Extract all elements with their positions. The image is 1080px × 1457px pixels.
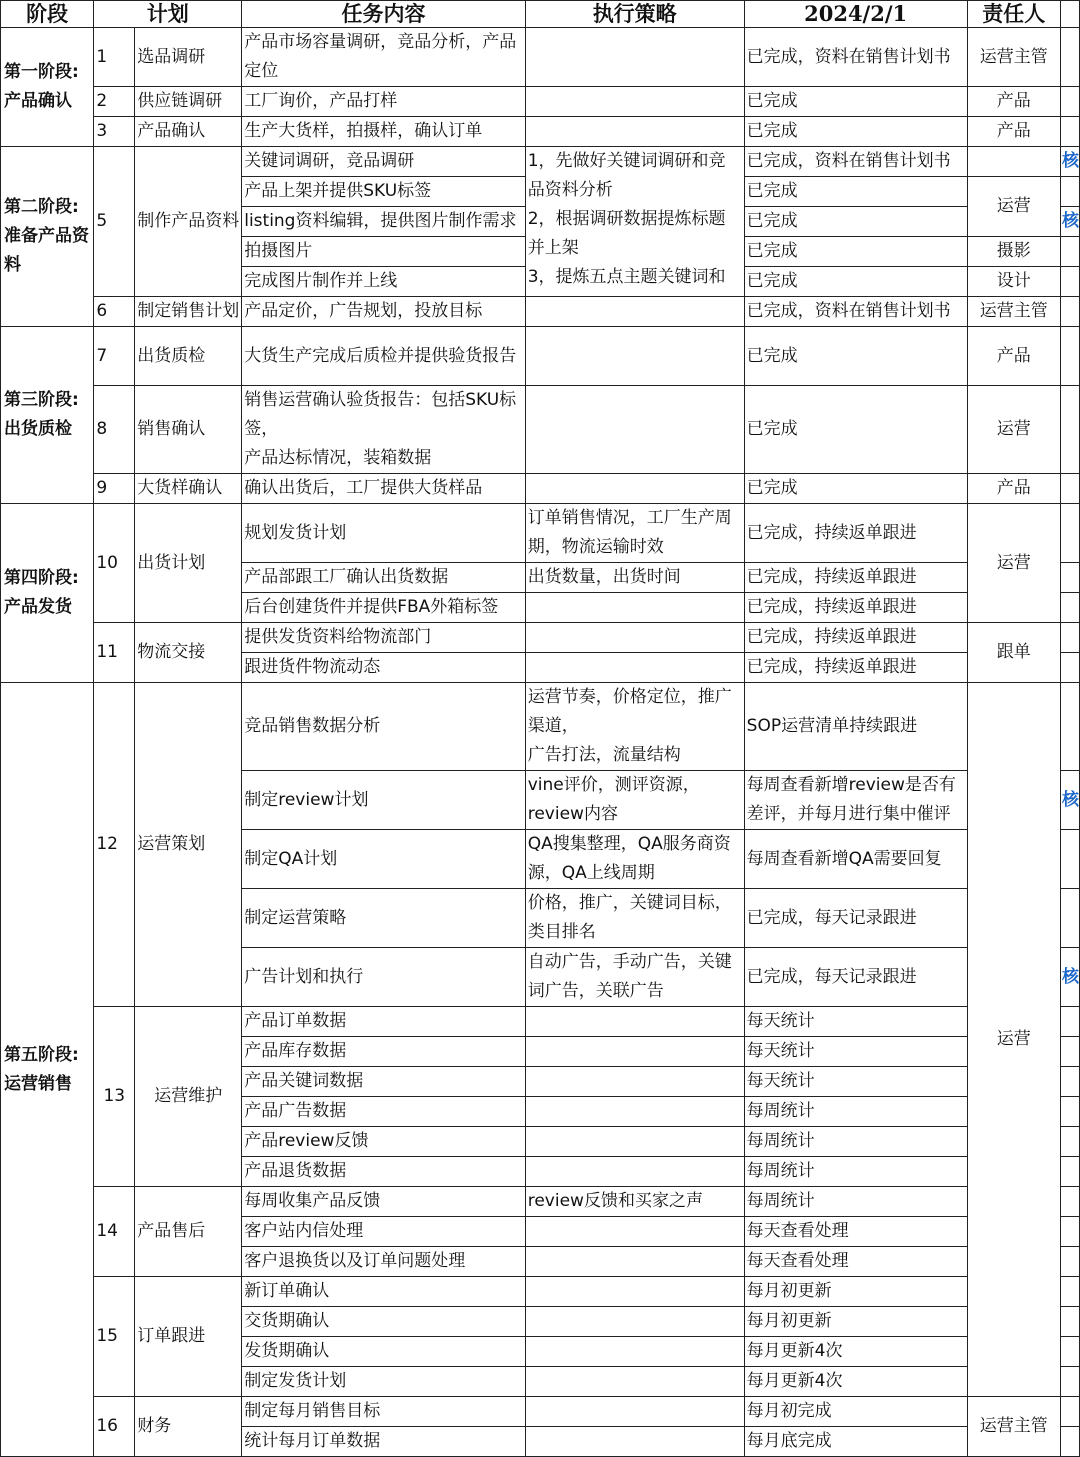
status-cell[interactable]: 已完成 xyxy=(744,177,967,207)
extra-cell[interactable] xyxy=(1060,1397,1079,1427)
plan-no-cell[interactable]: 15 xyxy=(94,1277,135,1397)
extra-cell[interactable]: 核 xyxy=(1060,771,1079,830)
task-cell[interactable]: 提供发货资料给物流部门 xyxy=(242,623,526,653)
status-cell[interactable]: 已完成，持续返单跟进 xyxy=(744,504,967,563)
extra-cell[interactable]: 核 xyxy=(1060,948,1079,1007)
plan-cell[interactable]: 订单跟进 xyxy=(135,1277,242,1397)
plan-no-cell[interactable]: 14 xyxy=(94,1187,135,1277)
stage-label-line: 产品发货 xyxy=(4,597,72,617)
owner-cell[interactable]: 运营主管 xyxy=(967,1397,1060,1457)
strategy-cell[interactable]: QA搜集整理，QA服务商资源，QA上线周期 xyxy=(525,830,744,889)
plan-no-cell[interactable]: 8 xyxy=(94,386,135,474)
task-cell[interactable]: listing资料编辑，提供图片制作需求 xyxy=(242,207,526,237)
extra-cell[interactable] xyxy=(1060,1157,1079,1187)
owner-cell[interactable]: 摄影 xyxy=(967,237,1060,267)
task-cell[interactable]: 制定每月销售目标 xyxy=(242,1397,526,1427)
owner-cell[interactable]: 跟单 xyxy=(967,623,1060,683)
extra-cell[interactable] xyxy=(1060,1097,1079,1127)
plan-cell[interactable]: 制定销售计划 xyxy=(135,297,242,327)
stage-label-line: 第四阶段: xyxy=(4,568,79,588)
plan-no-cell[interactable]: 9 xyxy=(94,474,135,504)
status-cell[interactable]: 每月初更新 xyxy=(744,1307,967,1337)
owner-cell[interactable]: 运营 xyxy=(967,177,1060,237)
task-cell[interactable]: 客户退换货以及订单问题处理 xyxy=(242,1247,526,1277)
plan-no-cell[interactable]: 3 xyxy=(94,117,135,147)
header-owner[interactable]: 责任人 xyxy=(967,1,1060,28)
extra-cell[interactable] xyxy=(1060,1067,1079,1097)
header-extra[interactable] xyxy=(1060,1,1079,28)
owner-cell[interactable]: 产品 xyxy=(967,327,1060,386)
status-cell[interactable]: 已完成，持续返单跟进 xyxy=(744,653,967,683)
stage-cell[interactable] xyxy=(1,327,94,504)
task-cell[interactable]: 新订单确认 xyxy=(242,1277,526,1307)
extra-cell[interactable]: 核 xyxy=(1060,207,1079,237)
stage-label-line: 产品确认 xyxy=(4,91,72,111)
task-cell[interactable]: 广告计划和执行 xyxy=(242,948,526,1007)
extra-cell[interactable] xyxy=(1060,297,1079,327)
status-cell[interactable]: 已完成，每天记录跟进 xyxy=(744,948,967,1007)
extra-cell[interactable] xyxy=(1060,177,1079,207)
strategy-cell[interactable] xyxy=(525,1097,744,1127)
owner-cell[interactable]: 运营 xyxy=(967,683,1060,1397)
plan-no-cell[interactable]: 1 xyxy=(94,28,135,87)
table-row xyxy=(1,28,1080,87)
status-cell[interactable]: 已完成，持续返单跟进 xyxy=(744,623,967,653)
plan-no-cell[interactable]: 12 xyxy=(94,683,135,1007)
status-cell[interactable]: 每周查看新增QA需要回复 xyxy=(744,830,967,889)
strategy-cell[interactable] xyxy=(525,1007,744,1037)
owner-cell[interactable]: 产品 xyxy=(967,87,1060,117)
task-cell[interactable]: 产品review反馈 xyxy=(242,1127,526,1157)
strategy-cell[interactable] xyxy=(525,1037,744,1067)
plan-no-cell[interactable]: 2 xyxy=(94,87,135,117)
task-cell[interactable]: 产品关键词数据 xyxy=(242,1067,526,1097)
plan-cell[interactable]: 出货质检 xyxy=(135,327,242,386)
plan-no-cell[interactable]: 11 xyxy=(94,623,135,683)
extra-cell[interactable] xyxy=(1060,28,1079,87)
task-cell[interactable]: 拍摄图片 xyxy=(242,237,526,267)
status-cell[interactable]: 每周统计 xyxy=(744,1097,967,1127)
table-row xyxy=(1,623,1080,653)
strategy-cell[interactable] xyxy=(525,117,744,147)
table-row xyxy=(1,1397,1080,1427)
task-cell[interactable]: 制定发货计划 xyxy=(242,1367,526,1397)
extra-cell[interactable] xyxy=(1060,1187,1079,1217)
table-body xyxy=(1,28,1080,1457)
extra-cell[interactable] xyxy=(1060,1247,1079,1277)
status-cell[interactable]: 已完成 xyxy=(744,117,967,147)
extra-cell[interactable] xyxy=(1060,1427,1079,1457)
task-cell[interactable]: 产品订单数据 xyxy=(242,1007,526,1037)
strategy-cell[interactable]: 自动广告，手动广告，关键词广告，关联广告 xyxy=(525,948,744,1007)
status-cell[interactable]: 已完成 xyxy=(744,474,967,504)
plan-cell[interactable]: 大货样确认 xyxy=(135,474,242,504)
strategy-cell[interactable] xyxy=(525,653,744,683)
table-row xyxy=(1,1187,1080,1217)
task-cell[interactable]: 发货期确认 xyxy=(242,1337,526,1367)
status-cell[interactable]: 每周统计 xyxy=(744,1187,967,1217)
status-cell[interactable]: 已完成，持续返单跟进 xyxy=(744,593,967,623)
task-cell[interactable]: 统计每月订单数据 xyxy=(242,1427,526,1457)
table-row xyxy=(1,1007,1080,1037)
strategy-cell[interactable] xyxy=(525,297,744,327)
status-cell[interactable]: 已完成 xyxy=(744,327,967,386)
stage-label-line: 准备产品资料 xyxy=(4,226,89,275)
extra-cell[interactable] xyxy=(1060,474,1079,504)
strategy-cell[interactable] xyxy=(525,386,744,474)
stage-label-line: 第五阶段: xyxy=(4,1044,79,1065)
table-row xyxy=(1,1277,1080,1307)
extra-cell[interactable] xyxy=(1060,237,1079,267)
plan-no-cell[interactable]: 6 xyxy=(94,297,135,327)
strategy-cell[interactable] xyxy=(525,1217,744,1247)
task-cell[interactable]: 确认出货后，工厂提供大货样品 xyxy=(242,474,526,504)
status-cell[interactable]: 每天查看处理 xyxy=(744,1247,967,1277)
table-row xyxy=(1,87,1080,117)
stage-label-line: 第三阶段: xyxy=(4,390,79,410)
plan-cell[interactable]: 运营策划 xyxy=(135,683,242,1007)
status-cell[interactable]: 每周统计 xyxy=(744,1157,967,1187)
stage-cell[interactable] xyxy=(1,504,94,683)
status-cell[interactable]: 每月初更新 xyxy=(744,1277,967,1307)
stage-cell[interactable] xyxy=(1,147,94,327)
status-cell[interactable]: 已完成，每天记录跟进 xyxy=(744,889,967,948)
strategy-cell[interactable] xyxy=(525,87,744,117)
task-cell[interactable]: 后台创建货件并提供FBA外箱标签 xyxy=(242,593,526,623)
task-cell[interactable]: 客户站内信处理 xyxy=(242,1217,526,1247)
owner-cell[interactable]: 运营主管 xyxy=(967,297,1060,327)
task-cell[interactable]: 产品广告数据 xyxy=(242,1097,526,1127)
task-cell[interactable]: 制定QA计划 xyxy=(242,830,526,889)
status-cell[interactable]: 每周查看新增review是否有差评，并每月进行集中催评 xyxy=(744,771,967,830)
owner-cell[interactable] xyxy=(967,147,1060,177)
strategy-cell[interactable] xyxy=(525,1247,744,1277)
strategy-cell[interactable] xyxy=(525,1397,744,1427)
status-cell[interactable]: 已完成 xyxy=(744,207,967,237)
status-cell[interactable]: 每周统计 xyxy=(744,1127,967,1157)
task-cell[interactable]: 产品定价，广告规划，投放目标 xyxy=(242,297,526,327)
stage-label-line: 第二阶段: xyxy=(4,197,79,217)
strategy-cell[interactable] xyxy=(525,1427,744,1457)
extra-cell[interactable] xyxy=(1060,563,1079,593)
extra-cell[interactable] xyxy=(1060,1307,1079,1337)
strategy-cell[interactable] xyxy=(525,327,744,386)
header-stage[interactable]: 阶段 xyxy=(1,1,94,28)
header-plan[interactable]: 计划 xyxy=(94,1,242,28)
status-cell[interactable]: 每天统计 xyxy=(744,1007,967,1037)
status-cell[interactable]: 每月底完成 xyxy=(744,1427,967,1457)
strategy-cell[interactable]: 订单销售情况，工厂生产周期，物流运输时效 xyxy=(525,504,744,563)
stage-label-line: 第一阶段: xyxy=(4,62,79,82)
owner-cell[interactable]: 运营主管 xyxy=(967,28,1060,87)
table-row xyxy=(1,297,1080,327)
status-cell[interactable]: 已完成 xyxy=(744,237,967,267)
plan-cell[interactable]: 销售确认 xyxy=(135,386,242,474)
task-cell[interactable]: 规划发货计划 xyxy=(242,504,526,563)
task-cell[interactable]: 制定运营策略 xyxy=(242,889,526,948)
extra-cell[interactable] xyxy=(1060,386,1079,474)
extra-cell[interactable] xyxy=(1060,327,1079,386)
table-row xyxy=(1,327,1080,386)
plan-cell[interactable]: 产品售后 xyxy=(135,1187,242,1277)
owner-cell[interactable]: 设计 xyxy=(967,267,1060,297)
extra-cell[interactable] xyxy=(1060,593,1079,623)
status-cell[interactable]: 每月更新4次 xyxy=(744,1337,967,1367)
header-date[interactable]: 2024/2/1 xyxy=(744,1,967,28)
strategy-cell[interactable] xyxy=(525,28,744,87)
status-cell[interactable]: 已完成，资料在销售计划书 xyxy=(744,147,967,177)
plan-cell[interactable]: 运营维护 xyxy=(135,1007,242,1187)
extra-cell[interactable] xyxy=(1060,889,1079,948)
task-cell[interactable]: 产品库存数据 xyxy=(242,1037,526,1067)
task-cell[interactable]: 产品部跟工厂确认出货数据 xyxy=(242,563,526,593)
extra-cell[interactable]: 核 xyxy=(1060,147,1079,177)
extra-cell[interactable] xyxy=(1060,1127,1079,1157)
strategy-cell[interactable] xyxy=(525,1067,744,1097)
strategy-cell[interactable] xyxy=(525,593,744,623)
table-row xyxy=(1,474,1080,504)
extra-cell[interactable] xyxy=(1060,830,1079,889)
table-row xyxy=(1,386,1080,474)
status-cell[interactable]: 已完成，资料在销售计划书 xyxy=(744,28,967,87)
status-cell[interactable]: 每天统计 xyxy=(744,1037,967,1067)
task-cell[interactable]: 生产大货样，拍摄样，确认订单 xyxy=(242,117,526,147)
extra-cell[interactable] xyxy=(1060,1007,1079,1037)
task-cell[interactable]: 产品退货数据 xyxy=(242,1157,526,1187)
table-row xyxy=(1,504,1080,563)
plan-cell[interactable]: 出货计划 xyxy=(135,504,242,623)
owner-cell[interactable]: 产品 xyxy=(967,474,1060,504)
task-cell[interactable]: 每周收集产品反馈 xyxy=(242,1187,526,1217)
extra-cell[interactable] xyxy=(1060,117,1079,147)
table-row xyxy=(1,683,1080,771)
stage-cell[interactable] xyxy=(1,28,94,147)
plan-no-cell[interactable]: 10 xyxy=(94,504,135,623)
status-cell[interactable]: 已完成 xyxy=(744,386,967,474)
plan-cell[interactable]: 制作产品资料 xyxy=(135,147,242,297)
extra-cell[interactable] xyxy=(1060,653,1079,683)
strategy-cell[interactable] xyxy=(525,474,744,504)
status-cell[interactable]: 已完成，持续返单跟进 xyxy=(744,563,967,593)
status-cell[interactable]: 每月更新4次 xyxy=(744,1367,967,1397)
task-cell[interactable]: 关键词调研，竞品调研 xyxy=(242,147,526,177)
extra-cell[interactable] xyxy=(1060,87,1079,117)
extra-cell[interactable] xyxy=(1060,267,1079,297)
strategy-cell[interactable] xyxy=(525,623,744,653)
extra-cell[interactable] xyxy=(1060,1037,1079,1067)
task-cell[interactable]: 制定review计划 xyxy=(242,771,526,830)
table-row xyxy=(1,117,1080,147)
extra-cell[interactable] xyxy=(1060,1367,1079,1397)
owner-cell[interactable]: 运营 xyxy=(967,504,1060,623)
status-cell[interactable]: 已完成，资料在销售计划书 xyxy=(744,297,967,327)
plan-cell[interactable]: 物流交接 xyxy=(135,623,242,683)
plan-no-cell[interactable]: 5 xyxy=(94,147,135,297)
header-task[interactable]: 任务内容 xyxy=(242,1,526,28)
task-cell[interactable]: 销售运营确认验货报告：包括SKU标签， 产品达标情况，装箱数据 xyxy=(242,386,526,474)
strategy-cell[interactable]: 出货数量，出货时间 xyxy=(525,563,744,593)
status-cell[interactable]: 已完成 xyxy=(744,87,967,117)
plan-cell[interactable]: 产品确认 xyxy=(135,117,242,147)
plan-no-cell[interactable]: 7 xyxy=(94,327,135,386)
strategy-cell[interactable]: 运营节奏，价格定位，推广渠道， 广告打法，流量结构 xyxy=(525,683,744,771)
plan-cell[interactable]: 选品调研 xyxy=(135,28,242,87)
stage-label-line: 运营销售 xyxy=(4,1073,72,1094)
owner-cell[interactable]: 运营 xyxy=(967,386,1060,474)
extra-cell[interactable] xyxy=(1060,504,1079,563)
header-row xyxy=(1,1,1080,28)
plan-no-cell[interactable]: 16 xyxy=(94,1397,135,1457)
stage-cell[interactable] xyxy=(1,683,94,1457)
table-row xyxy=(1,147,1080,177)
status-cell[interactable]: SOP运营清单持续跟进 xyxy=(744,683,967,771)
task-cell[interactable]: 跟进货件物流动态 xyxy=(242,653,526,683)
strategy-cell[interactable]: 价格，推广，关键词目标，类目排名 xyxy=(525,889,744,948)
strategy-cell[interactable] xyxy=(525,1157,744,1187)
task-cell[interactable]: 产品上架并提供SKU标签 xyxy=(242,177,526,207)
task-cell[interactable]: 竞品销售数据分析 xyxy=(242,683,526,771)
strategy-cell[interactable]: vine评价，测评资源，review内容 xyxy=(525,771,744,830)
task-cell[interactable]: 完成图片制作并上线 xyxy=(242,267,526,297)
extra-cell[interactable] xyxy=(1060,1217,1079,1247)
strategy-cell[interactable] xyxy=(525,1277,744,1307)
task-cell[interactable]: 交货期确认 xyxy=(242,1307,526,1337)
strategy-cell[interactable] xyxy=(525,1367,744,1397)
extra-cell[interactable] xyxy=(1060,683,1079,771)
strategy-cell[interactable] xyxy=(525,1307,744,1337)
extra-cell[interactable] xyxy=(1060,1277,1079,1307)
strategy-cell[interactable]: review反馈和买家之声 xyxy=(525,1187,744,1217)
plan-cell[interactable]: 供应链调研 xyxy=(135,87,242,117)
status-cell[interactable]: 每天统计 xyxy=(744,1067,967,1097)
task-cell[interactable]: 大货生产完成后质检并提供验货报告 xyxy=(242,327,526,386)
strategy-cell[interactable]: 1，先做好关键词调研和竞品资料分析 2，根据调研数据提炼标题并上架 3，提炼五点主题关键词和 xyxy=(525,147,744,297)
strategy-cell[interactable] xyxy=(525,1127,744,1157)
extra-cell[interactable] xyxy=(1060,1337,1079,1367)
plan-no-cell[interactable]: 13 xyxy=(94,1007,135,1187)
status-cell[interactable]: 每天查看处理 xyxy=(744,1217,967,1247)
task-cell[interactable]: 工厂询价，产品打样 xyxy=(242,87,526,117)
header-strategy[interactable]: 执行策略 xyxy=(525,1,744,28)
status-cell[interactable]: 每月初完成 xyxy=(744,1397,967,1427)
stage-label-line: 出货质检 xyxy=(4,419,72,439)
owner-cell[interactable]: 产品 xyxy=(967,117,1060,147)
status-cell[interactable]: 已完成 xyxy=(744,267,967,297)
strategy-cell[interactable] xyxy=(525,1337,744,1367)
extra-cell[interactable] xyxy=(1060,623,1079,653)
plan-cell[interactable]: 财务 xyxy=(135,1397,242,1457)
task-cell[interactable]: 产品市场容量调研，竞品分析，产品定位 xyxy=(242,28,526,87)
